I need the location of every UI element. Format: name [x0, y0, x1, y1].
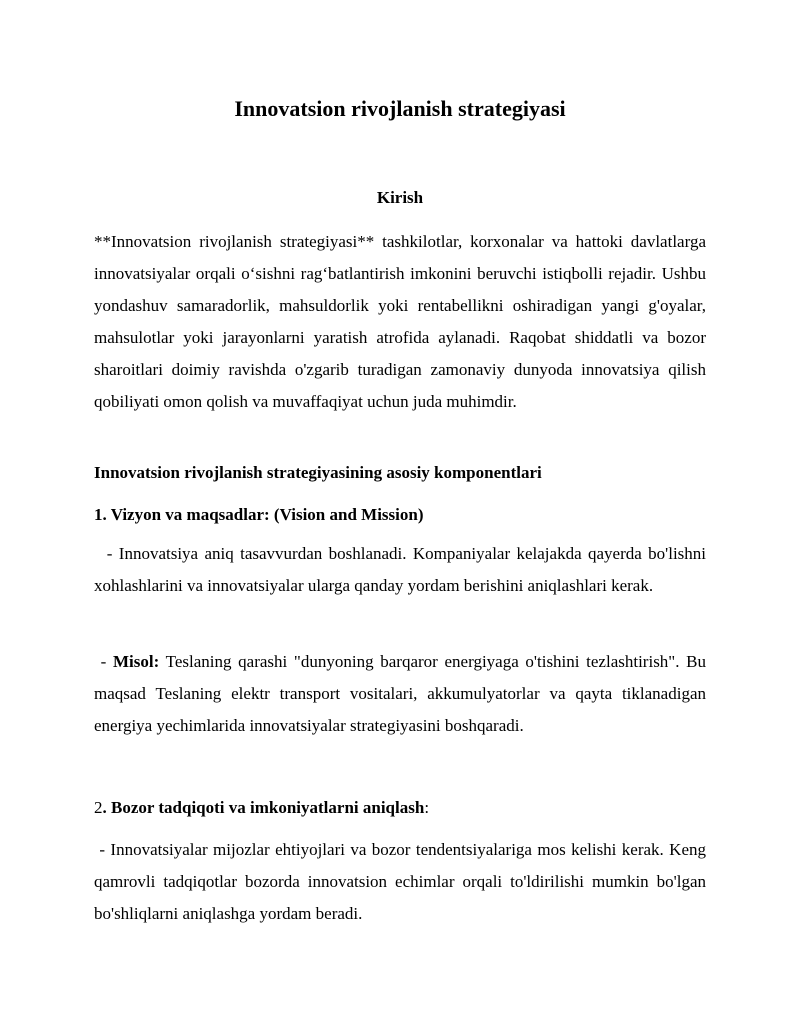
section2-bullet: - Innovatsiyalar mijozlar ehtiyojlari va bozor tendentsiyalariga mos kelishi kerak. Keng qamrovli tadqiqotlar bozorda innovatsion echimlar orqali to'ldirilishi mumkin bo'lgan bo'shliqlarni aniqlashga yordam beradi.	[94, 840, 711, 923]
components-heading: Innovatsion rivojlanish strategiyasining asosiy komponentlari	[94, 463, 542, 482]
document-title: Innovatsion rivojlanish strategiyasi	[234, 96, 566, 121]
example-prefix: -	[94, 652, 114, 671]
section1-example	[94, 646, 711, 742]
example-label: Misol:	[113, 652, 160, 671]
section2-title: . Bozor tadqiqoti va imkoniyatlarni aniqlash	[102, 798, 425, 817]
section2-colon: :	[424, 798, 430, 817]
section2-number: 2	[94, 798, 103, 817]
section2-heading	[94, 797, 706, 819]
intro-paragraph: **Innovatsion rivojlanish strategiyasi** tashkilotlar, korxonalar va hattoki davlatlarga innovatsiyalar orqali o‘sishni rag‘batlantirish imkonini beruvchi istiqbolli rejadir. Ushbu yondashuv samaradorlik, mahsuldorlik yoki rentabellikni oshiradigan yangi g'oyalar, mahsulotlar yoki jarayonlarni yaratish atrofida aylanadi. Raqobat shiddatli va bozor sharoitlari doimiy ravishda o'zgarib turadigan zamonaviy dunyoda innovatsiya qilish qobiliyati omon qolish va muvaffaqiyat uchun juda muhimdir.	[94, 232, 706, 411]
section1-heading: 1. Vizyon va maqsadlar: (Vision and Mission)	[94, 505, 424, 524]
example-text: Teslaning qarashi "dunyoning barqaror energiyaga o'tishini tezlashtirish". Bu maqsad Teslaning elektr transport vositalari, akkumulyatorlar va qayta tiklanadigan energiya yechimlarida innovatsiyalar strategiyasini boshqaradi.	[94, 652, 711, 735]
intro-heading: Kirish	[376, 188, 424, 207]
section1-bullet: - Innovatsiya aniq tasavvurdan boshlanadi. Kompaniyalar kelajakda qayerda bo'lishni xohlashlarini va innovatsiyalar ularga qanday yordam berishini aniqlashlari kerak.	[94, 544, 711, 595]
